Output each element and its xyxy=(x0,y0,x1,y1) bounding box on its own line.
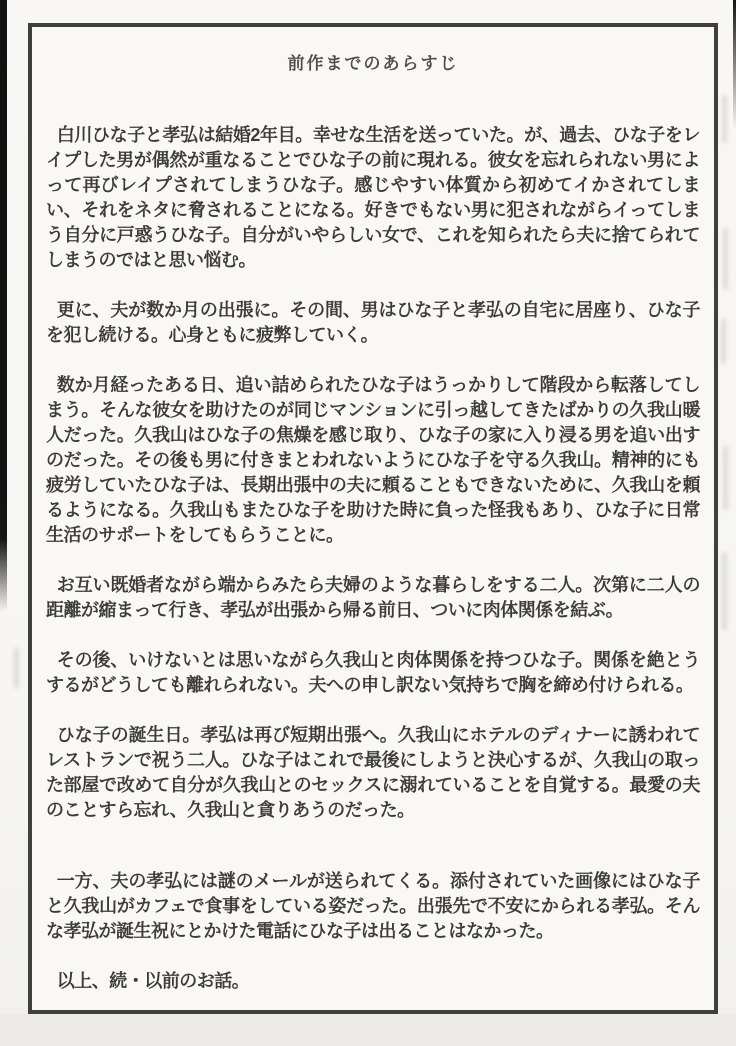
bleed-through-mark xyxy=(723,446,728,510)
synopsis-paragraph: 白川ひな子と孝弘は結婚2年目。幸せな生活を送っていた。が、過去、ひな子をレイプした男が偶然が重なることでひな子の前に現れる。彼女を忘れられない男によって再びレイプされてしまうひな子。感じやすい体質から初めてイかされてしまい、それをネタに脅されることになる。好きでもない男に犯されながらイってしまう自分に戸惑うひな子。自分がいやらしい女で、これを知られたら夫に捨てられてしまうのではと思い悩む。 xyxy=(46,125,700,270)
page-content xyxy=(32,27,714,1010)
bleed-through-mark xyxy=(722,552,727,630)
bleed-through-mark xyxy=(14,648,19,688)
synopsis-body xyxy=(46,123,700,994)
page-bottom-margin xyxy=(0,1014,736,1046)
synopsis-paragraph: 一方、夫の孝弘には謎のメールが送られてくる。添付されていた画像にはひな子と久我山がカフェで食事をしている姿だった。出張先で不安にかられる孝弘。そんな孝弘が誕生祝にとかけた電話にひな子は出ることはなかった。 xyxy=(46,871,700,941)
bleed-through-mark xyxy=(721,318,726,364)
synopsis-paragraph: 数か月経ったある日、追い詰められたひな子はうっかりして階段から転落してしまう。そんな彼女を助けたのが同じマンションに引っ越してきたばかりの久我山暖人だった。久我山はひな子の焦燥を感じ取り、ひな子の家に入り浸る男を追い出すのだった。その後も男に付きまとわれないようにひな子を守る久我山。精神的にも疲労していたひな子は、長期出張中の夫に頼ることもできないために、久我山を頼るようになる。久我山もまたひな子を助けた時に負った怪我もあり、ひな子に日常生活のサポートをしてもらうことに。 xyxy=(46,375,700,545)
bleed-through-mark xyxy=(723,228,728,290)
synopsis-paragraph: ひな子の誕生日。孝弘は再び短期出張へ。久我山にホテルのディナーに誘われてレストランで祝う二人。ひな子はこれで最後にしようと決心するが、久我山の取った部屋で改めて自分が久我山とのセックスに溺れていることを自覚する。最愛の夫のことすら忘れ、久我山と貪りあうのだった。 xyxy=(46,725,700,820)
synopsis-paragraph: その後、いけないとは思いながら久我山と肉体関係を持つひな子。関係を絶とうするがどうしても離れられない。夫への申し訳ない気持ちで胸を締め付けられる。 xyxy=(46,650,700,695)
page-border-frame xyxy=(28,23,718,1014)
synopsis-paragraph: 更に、夫が数か月の出張に。その間、男はひな子と孝弘の自宅に居座り、ひな子を犯し続ける。心身ともに疲弊していく。 xyxy=(46,300,700,345)
page-title: 前作までのあらすじ xyxy=(287,54,459,73)
bleed-through-mark xyxy=(722,95,727,143)
synopsis-paragraph: お互い既婚者ながら端からみたら夫婦のような暮らしをする二人。次第に二人の距離が縮まって行き、孝弘が出張から帰る前日、ついに肉体関係を結ぶ。 xyxy=(46,575,700,620)
scanner-edge-left xyxy=(0,0,7,612)
closing-line: 以上、続・以前のお話。 xyxy=(56,971,250,991)
